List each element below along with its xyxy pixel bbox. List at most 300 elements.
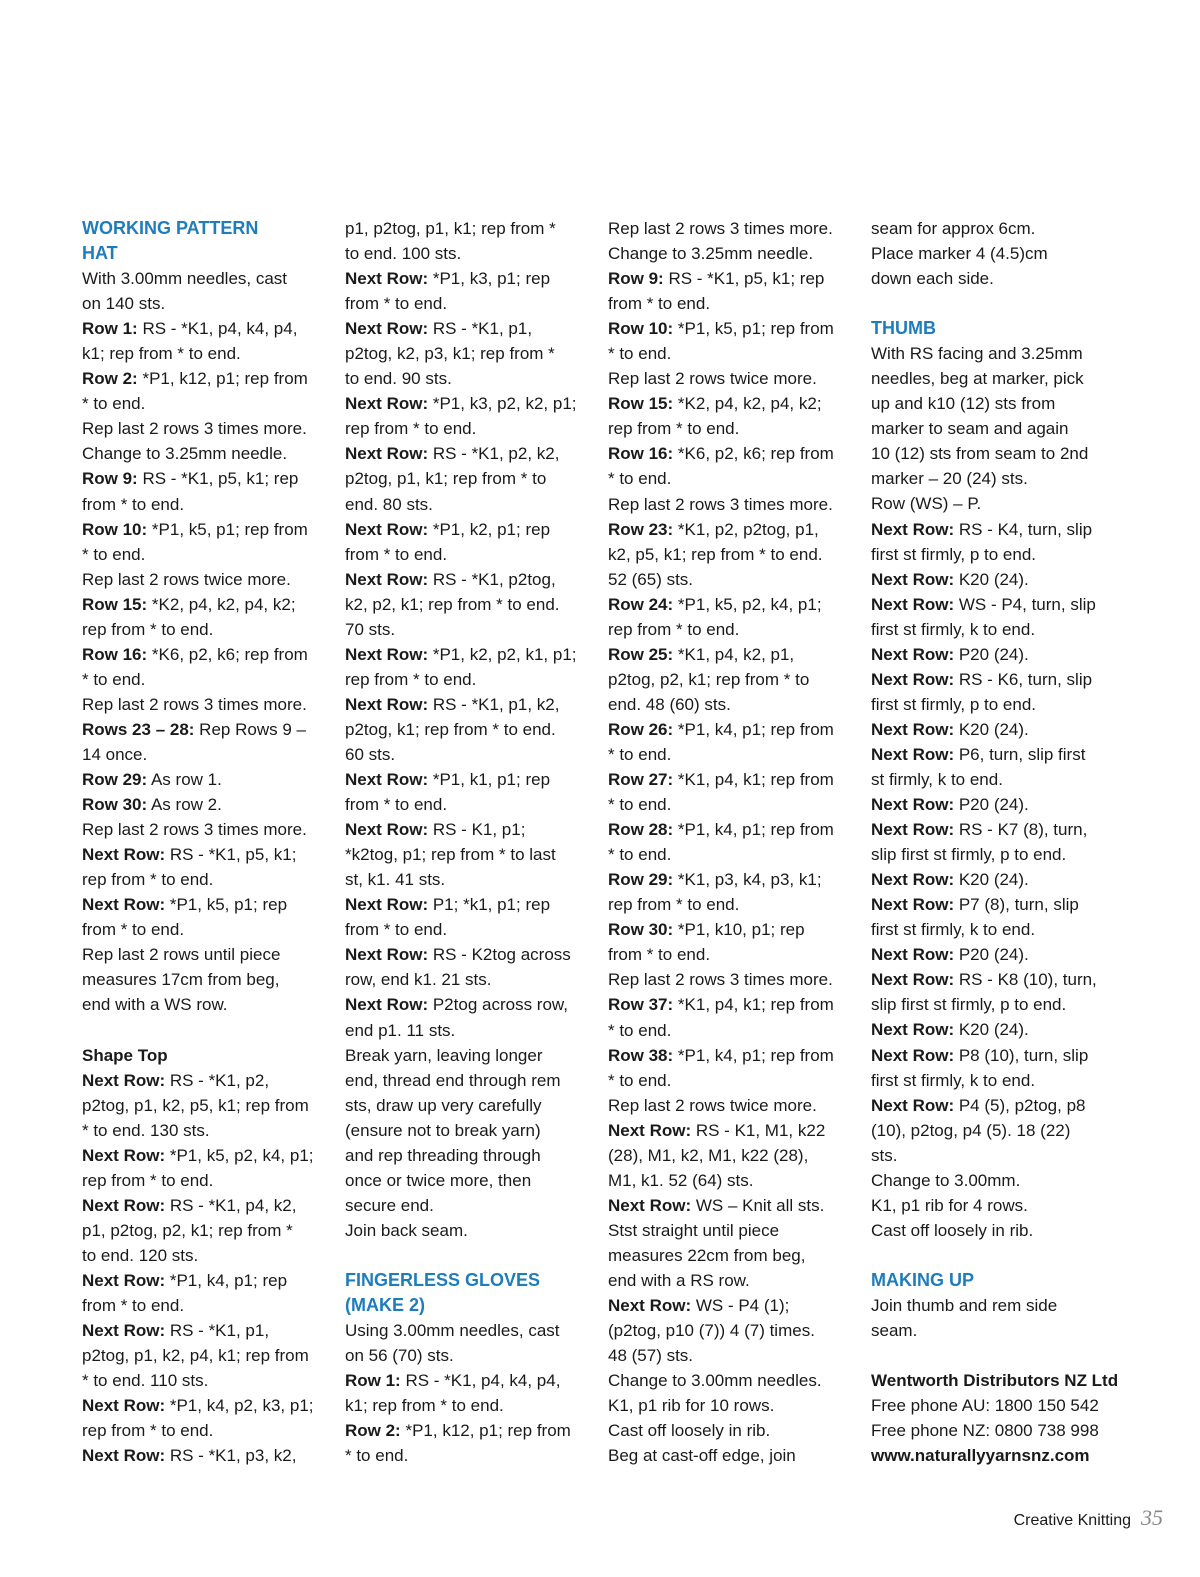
row-label: Next Row: [345, 895, 429, 915]
pattern-line [608, 266, 858, 291]
pattern-line: end p1. 11 sts. [345, 1020, 456, 1040]
pattern-line: Rep last 2 rows 3 times more. [82, 419, 307, 439]
pattern-line: * to end. [608, 1020, 672, 1040]
row-instruction: *P1, k5, p1; rep from [147, 519, 308, 539]
pattern-line: to end. 90 sts. [345, 369, 452, 389]
pattern-line [82, 1318, 334, 1343]
row-label: Next Row: [871, 795, 955, 815]
pattern-line [82, 366, 334, 391]
row-instruction: RS - K1, M1, k22 [691, 1120, 826, 1140]
row-label: Next Row: [608, 1195, 692, 1215]
pattern-line: (ensure not to break yarn) [345, 1120, 541, 1140]
row-instruction: *P1, k5, p2, k4, p1; [165, 1145, 314, 1165]
pattern-line: rep from * to end. [608, 619, 740, 639]
row-instruction: *K2, p4, k2, p4, k2; [147, 594, 296, 614]
pattern-line [82, 642, 334, 667]
row-label: Row 2: [82, 369, 138, 389]
pattern-line: marker to seam and again [871, 419, 1069, 439]
row-label: Next Row: [345, 644, 429, 664]
row-label: Row 1: [345, 1371, 401, 1391]
row-instruction: RS - *K1, p1, [165, 1321, 270, 1341]
row-instruction: RS - *K1, p5, k1; rep [663, 269, 825, 289]
pattern-line: slip first st firmly, p to end. [871, 995, 1067, 1015]
row-label: Row 9: [82, 469, 138, 489]
pattern-line [871, 1043, 1121, 1068]
row-label: Next Row: [871, 644, 955, 664]
row-label: Next Row: [345, 694, 429, 714]
pattern-line: rep from * to end. [608, 419, 740, 439]
pattern-line: end, thread end through rem [345, 1070, 561, 1090]
row-instruction: K20 (24). [954, 870, 1029, 890]
pattern-line: With 3.00mm needles, cast [82, 269, 288, 289]
spacer [871, 1343, 1121, 1368]
pattern-line [345, 992, 597, 1017]
row-label: Next Row: [608, 1120, 692, 1140]
pattern-line [871, 942, 1121, 967]
pattern-line: end. 48 (60) sts. [608, 694, 731, 714]
pattern-line: p2tog, p1, k2, p5, k1; rep from [82, 1095, 309, 1115]
pattern-line: Change to 3.25mm needle. [82, 444, 288, 464]
pattern-line: up and k10 (12) sts from [871, 394, 1056, 414]
section-heading: FINGERLESS GLOVES [345, 1269, 541, 1290]
pattern-line: measures 22cm from beg, [608, 1245, 806, 1265]
row-label: Row 29: [82, 770, 148, 790]
row-label: Next Row: [345, 569, 429, 589]
row-label: Next Row: [871, 744, 955, 764]
pattern-line: from * to end. [345, 795, 448, 815]
row-label: Row 10: [608, 319, 674, 339]
row-label: Next Row: [82, 1446, 166, 1466]
row-label: Next Row: [345, 394, 429, 414]
pattern-line [345, 1418, 597, 1443]
pattern-line: (10), p2tog, p4 (5). 18 (22) [871, 1120, 1071, 1140]
row-label: Next Row: [871, 1095, 955, 1115]
pattern-line: seam. [871, 1320, 918, 1340]
pattern-line: Break yarn, leaving longer [345, 1045, 543, 1065]
row-instruction: *P1, k4, p1; rep from [673, 719, 834, 739]
pattern-line [608, 1118, 858, 1143]
row-label: Row 28: [608, 820, 674, 840]
row-label: Next Row: [345, 444, 429, 464]
pattern-line [608, 767, 858, 792]
pattern-line [871, 817, 1121, 842]
pattern-line: * to end. 110 sts. [82, 1371, 209, 1391]
row-label: Next Row: [871, 945, 955, 965]
row-instruction: *P1, k12, p1; rep from [137, 369, 308, 389]
row-instruction: *K6, p2, k6; rep from [673, 444, 834, 464]
pattern-line: k2, p5, k1; rep from * to end. [608, 544, 823, 564]
pattern-line: Row (WS) – P. [871, 494, 982, 514]
section-heading: HAT [82, 243, 118, 264]
pattern-line [345, 692, 597, 717]
pattern-line: p2tog, k2, p3, k1; rep from * [345, 344, 555, 364]
pattern-line: * to end. [345, 1446, 409, 1466]
row-instruction: *P1, k4, p2, k3, p1; [165, 1396, 314, 1416]
row-label: Row 23: [608, 519, 674, 539]
row-label: Row 26: [608, 719, 674, 739]
pattern-line: (p2tog, p10 (7)) 4 (7) times. [608, 1321, 815, 1341]
pattern-line: row, end k1. 21 sts. [345, 970, 492, 990]
row-instruction: P20 (24). [954, 644, 1029, 664]
pattern-line [871, 892, 1121, 917]
distributor-line: Free phone AU: 1800 150 542 [871, 1396, 1099, 1416]
row-instruction: K20 (24). [954, 569, 1029, 589]
row-label: Row 9: [608, 269, 664, 289]
pattern-line: k1; rep from * to end. [82, 344, 241, 364]
pattern-line [871, 667, 1121, 692]
column-3 [608, 216, 858, 1468]
pattern-line: to end. 120 sts. [82, 1245, 199, 1265]
pattern-line: Rep last 2 rows twice more. [608, 1095, 817, 1115]
row-label: Next Row: [82, 845, 166, 865]
column-2 [345, 216, 597, 1468]
row-instruction: *P1, k2, p2, k1, p1; [428, 644, 577, 664]
pattern-line: Beg at cast-off edge, join [608, 1446, 796, 1466]
pattern-line: With RS facing and 3.25mm [871, 344, 1083, 364]
pattern-line: 60 sts. [345, 744, 396, 764]
page-footer [1014, 1505, 1163, 1531]
pattern-line [871, 567, 1121, 592]
row-instruction: *K1, p4, k1; rep from [673, 995, 834, 1015]
pattern-line: 70 sts. [345, 619, 396, 639]
row-instruction: K20 (24). [954, 1020, 1029, 1040]
row-label: Next Row: [871, 594, 955, 614]
pattern-line: * to end. [608, 344, 672, 364]
pattern-line [82, 1443, 334, 1468]
pattern-line [82, 316, 334, 341]
pattern-line: 10 (12) sts from seam to 2nd [871, 444, 1089, 464]
pattern-line: needles, beg at marker, pick [871, 369, 1084, 389]
pattern-line: rep from * to end. [345, 419, 477, 439]
row-instruction: RS - *K1, p1, k2, [428, 694, 560, 714]
row-instruction: *P1, k12, p1; rep from [400, 1421, 571, 1441]
pattern-line [82, 792, 334, 817]
pattern-line [345, 266, 597, 291]
row-label: Next Row: [871, 895, 955, 915]
row-instruction: P2tog across row, [428, 995, 568, 1015]
row-label: Next Row: [345, 770, 429, 790]
subsection-heading: Shape Top [82, 1045, 168, 1065]
pattern-line [82, 842, 334, 867]
row-instruction: RS - K6, turn, slip [954, 669, 1093, 689]
pattern-line: p2tog, p1, k2, p4, k1; rep from [82, 1346, 309, 1366]
row-label: Rows 23 – 28: [82, 719, 195, 739]
pattern-line: * to end. 130 sts. [82, 1120, 210, 1140]
row-instruction: RS - *K1, p3, k2, [165, 1446, 297, 1466]
pattern-line [345, 642, 597, 667]
row-instruction: *P1, k1, p1; rep [428, 770, 551, 790]
pattern-line [345, 1368, 597, 1393]
row-label: Next Row: [345, 995, 429, 1015]
row-instruction: *P1, k4, p1; rep [165, 1270, 288, 1290]
spacer [345, 1243, 597, 1268]
pattern-line [608, 592, 858, 617]
row-instruction: *K1, p4, k1; rep from [673, 770, 834, 790]
spacer [871, 291, 1121, 316]
row-label: Next Row: [345, 269, 429, 289]
row-instruction: P4 (5), p2tog, p8 [954, 1095, 1086, 1115]
pattern-line: seam for approx 6cm. [871, 219, 1036, 238]
pattern-line: from * to end. [82, 1295, 185, 1315]
row-instruction: P1; *k1, p1; rep [428, 895, 551, 915]
pattern-line: to end. 100 sts. [345, 244, 462, 264]
row-instruction: *P1, k3, p1; rep [428, 269, 551, 289]
row-label: Row 10: [82, 519, 148, 539]
row-instruction: WS - P4 (1); [691, 1296, 790, 1316]
pattern-line: st firmly, k to end. [871, 769, 1003, 789]
row-instruction: RS - K2tog across [428, 945, 571, 965]
pattern-line: Change to 3.00mm. [871, 1170, 1021, 1190]
pattern-line [82, 717, 334, 742]
pattern-line [871, 792, 1121, 817]
row-instruction: *P1, k4, p1; rep from [673, 820, 834, 840]
row-label: Next Row: [871, 719, 955, 739]
pattern-line: p2tog, k1; rep from * to end. [345, 719, 556, 739]
row-instruction: As row 2. [147, 795, 222, 815]
pattern-line [82, 592, 334, 617]
row-label: Row 15: [82, 594, 148, 614]
pattern-line [345, 767, 597, 792]
pattern-line [82, 517, 334, 542]
pattern-line: secure end. [345, 1195, 434, 1215]
pattern-line: from * to end. [345, 920, 448, 940]
row-instruction: P20 (24). [954, 795, 1029, 815]
pattern-line: Place marker 4 (4.5)cm [871, 244, 1048, 264]
pattern-line: rep from * to end. [345, 669, 477, 689]
row-label: Row 24: [608, 594, 674, 614]
row-label: Row 25: [608, 644, 674, 664]
row-label: Row 29: [608, 870, 674, 890]
row-label: Next Row: [871, 669, 955, 689]
section-heading: MAKING UP [871, 1269, 974, 1290]
pattern-line: first st firmly, k to end. [871, 1070, 1036, 1090]
pattern-line: st, k1. 41 sts. [345, 870, 446, 890]
pattern-line [608, 391, 858, 416]
row-instruction: RS - *K1, p4, k4, p4, [400, 1371, 561, 1391]
pattern-line: first st firmly, p to end. [871, 694, 1037, 714]
column-1 [82, 216, 334, 1468]
pattern-line: rep from * to end. [82, 619, 214, 639]
pattern-line [608, 717, 858, 742]
pattern-line [345, 316, 597, 341]
pattern-line [82, 1268, 334, 1293]
pattern-line [608, 517, 858, 542]
pattern-line [608, 1293, 858, 1318]
section-heading: WORKING PATTERN [82, 218, 259, 238]
pattern-line: Join thumb and rem side [871, 1295, 1058, 1315]
spacer [871, 1243, 1121, 1268]
row-instruction: *P1, k2, p1; rep [428, 519, 551, 539]
row-instruction: RS - *K1, p4, k4, p4, [137, 319, 298, 339]
pattern-line [871, 1093, 1121, 1118]
pattern-line [608, 316, 858, 341]
pattern-line [871, 717, 1121, 742]
pattern-line: K1, p1 rib for 10 rows. [608, 1396, 775, 1416]
pattern-line: Cast off loosely in rib. [608, 1421, 771, 1441]
pattern-line: rep from * to end. [82, 1170, 214, 1190]
pattern-line [871, 592, 1121, 617]
row-label: Row 16: [82, 644, 148, 664]
pattern-line [82, 1193, 334, 1218]
row-label: Next Row: [345, 319, 429, 339]
pattern-line: down each side. [871, 269, 994, 289]
pattern-line: from * to end. [82, 494, 185, 514]
pattern-line: rep from * to end. [608, 895, 740, 915]
pattern-line: (28), M1, k2, M1, k22 (28), [608, 1145, 809, 1165]
pattern-line [871, 517, 1121, 542]
row-label: Row 16: [608, 444, 674, 464]
pattern-line: * to end. [608, 795, 672, 815]
pattern-line [345, 391, 597, 416]
pattern-line: * to end. [608, 845, 672, 865]
pattern-line: sts, draw up very carefully [345, 1095, 542, 1115]
pattern-line [871, 867, 1121, 892]
row-instruction: Rep Rows 9 – [194, 719, 306, 739]
pattern-line [345, 892, 597, 917]
pattern-line [608, 817, 858, 842]
pattern-line: Rep last 2 rows 3 times more. [608, 494, 833, 514]
section-heading: THUMB [871, 318, 936, 339]
row-label: Next Row: [871, 970, 955, 990]
row-label: Next Row: [345, 945, 429, 965]
distributor-line: Wentworth Distributors NZ Ltd [871, 1371, 1119, 1391]
row-instruction: *K2, p4, k2, p4, k2; [673, 394, 822, 414]
pattern-line [345, 817, 597, 842]
row-label: Next Row: [871, 1045, 955, 1065]
pattern-line: 14 once. [82, 744, 148, 764]
pattern-line: end. 80 sts. [345, 494, 433, 514]
row-instruction: RS - *K1, p1, [428, 319, 533, 339]
pattern-line: Join back seam. [345, 1220, 468, 1240]
pattern-line: M1, k1. 52 (64) sts. [608, 1170, 754, 1190]
row-label: Next Row: [82, 1270, 166, 1290]
section-heading: (MAKE 2) [345, 1294, 425, 1315]
pattern-line: on 140 sts. [82, 294, 166, 314]
row-instruction: *K1, p2, p2tog, p1, [673, 519, 819, 539]
pattern-line: Using 3.00mm needles, cast [345, 1321, 560, 1341]
pattern-line [82, 1068, 334, 1093]
pattern-line: slip first st firmly, p to end. [871, 845, 1067, 865]
pattern-line: measures 17cm from beg, [82, 970, 280, 990]
pattern-line: end with a RS row. [608, 1270, 750, 1290]
spacer [82, 1018, 334, 1043]
pattern-line: 52 (65) sts. [608, 569, 694, 589]
pattern-line [608, 1193, 858, 1218]
row-label: Next Row: [871, 519, 955, 539]
row-label: Next Row: [82, 1070, 166, 1090]
pattern-line: Cast off loosely in rib. [871, 1220, 1034, 1240]
pattern-line [608, 441, 858, 466]
row-instruction: RS - K8 (10), turn, [954, 970, 1097, 990]
row-instruction: *K6, p2, k6; rep from [147, 644, 308, 664]
row-label: Next Row: [871, 569, 955, 589]
row-label: Next Row: [82, 1321, 166, 1341]
pattern-line: * to end. [608, 1070, 672, 1090]
pattern-line: from * to end. [345, 544, 448, 564]
row-instruction: *P1, k5, p2, k4, p1; [673, 594, 822, 614]
pattern-line [82, 1393, 334, 1418]
pattern-line: from * to end. [608, 294, 711, 314]
pattern-line: first st firmly, k to end. [871, 920, 1036, 940]
pattern-line [82, 767, 334, 792]
row-label: Row 30: [82, 795, 148, 815]
pattern-line: sts. [871, 1145, 898, 1165]
row-label: Next Row: [608, 1296, 692, 1316]
row-instruction: RS - *K1, p2tog, [428, 569, 556, 589]
pattern-line: Change to 3.00mm needles. [608, 1371, 822, 1391]
column-4 [871, 216, 1121, 1468]
pattern-line: Rep last 2 rows 3 times more. [82, 820, 307, 840]
pattern-line: on 56 (70) sts. [345, 1346, 454, 1366]
pattern-line: k2, p2, k1; rep from * to end. [345, 594, 560, 614]
row-instruction: *K1, p4, k2, p1, [673, 644, 795, 664]
row-instruction: RS - *K1, p2, k2, [428, 444, 560, 464]
pattern-line: * to end. [608, 469, 672, 489]
row-instruction: RS - K4, turn, slip [954, 519, 1093, 539]
row-label: Next Row: [82, 895, 166, 915]
pattern-line: rep from * to end. [82, 1421, 214, 1441]
pattern-line [345, 567, 597, 592]
pattern-line: Rep last 2 rows twice more. [82, 569, 291, 589]
pattern-line: Rep last 2 rows 3 times more. [82, 694, 307, 714]
row-instruction: P7 (8), turn, slip [954, 895, 1079, 915]
row-instruction: As row 1. [147, 770, 222, 790]
pattern-line: Rep last 2 rows 3 times more. [608, 970, 833, 990]
row-label: Row 38: [608, 1045, 674, 1065]
distributor-line: www.naturallyyarnsnz.com [871, 1446, 1090, 1466]
row-label: Next Row: [345, 820, 429, 840]
row-label: Next Row: [871, 820, 955, 840]
pattern-line: Rep last 2 rows 3 times more. [608, 219, 833, 238]
pattern-line [871, 742, 1121, 767]
pattern-line: p1, p2tog, p2, k1; rep from * [82, 1220, 293, 1240]
row-label: Row 27: [608, 770, 674, 790]
magazine-title: Creative Knitting [1013, 1512, 1131, 1529]
pattern-line: k1; rep from * to end. [345, 1396, 504, 1416]
row-instruction: *P1, k10, p1; rep [673, 920, 805, 940]
pattern-line: Stst straight until piece [608, 1220, 780, 1240]
row-instruction: P8 (10), turn, slip [954, 1045, 1089, 1065]
row-instruction: *K1, p3, k4, p3, k1; [673, 870, 822, 890]
row-instruction: *P1, k4, p1; rep from [673, 1045, 834, 1065]
pattern-line: from * to end. [345, 294, 448, 314]
pattern-line [608, 992, 858, 1017]
row-instruction: *P1, k5, p1; rep from [673, 319, 834, 339]
row-label: Next Row: [871, 1020, 955, 1040]
row-label: Next Row: [871, 870, 955, 890]
pattern-line [871, 967, 1121, 992]
pattern-line: Rep last 2 rows twice more. [608, 369, 817, 389]
row-instruction: *P1, k3, p2, k2, p1; [428, 394, 577, 414]
row-instruction: WS - P4, turn, slip [954, 594, 1096, 614]
row-label: Row 2: [345, 1421, 401, 1441]
pattern-line [82, 892, 334, 917]
pattern-line: *k2tog, p1; rep from * to last [345, 845, 556, 865]
row-label: Row 30: [608, 920, 674, 940]
row-label: Row 1: [82, 319, 138, 339]
pattern-line: marker – 20 (24) sts. [871, 469, 1028, 489]
pattern-line [608, 867, 858, 892]
row-instruction: WS – Knit all sts. [691, 1195, 825, 1215]
pattern-line: p2tog, p2, k1; rep from * to [608, 669, 810, 689]
pattern-line: 48 (57) sts. [608, 1346, 694, 1366]
pattern-line [345, 441, 597, 466]
pattern-line [82, 1143, 334, 1168]
row-instruction: *P1, k5, p1; rep [165, 895, 288, 915]
pattern-line: Change to 3.25mm needle. [608, 244, 814, 264]
pattern-line [608, 917, 858, 942]
pattern-line [608, 1043, 858, 1068]
